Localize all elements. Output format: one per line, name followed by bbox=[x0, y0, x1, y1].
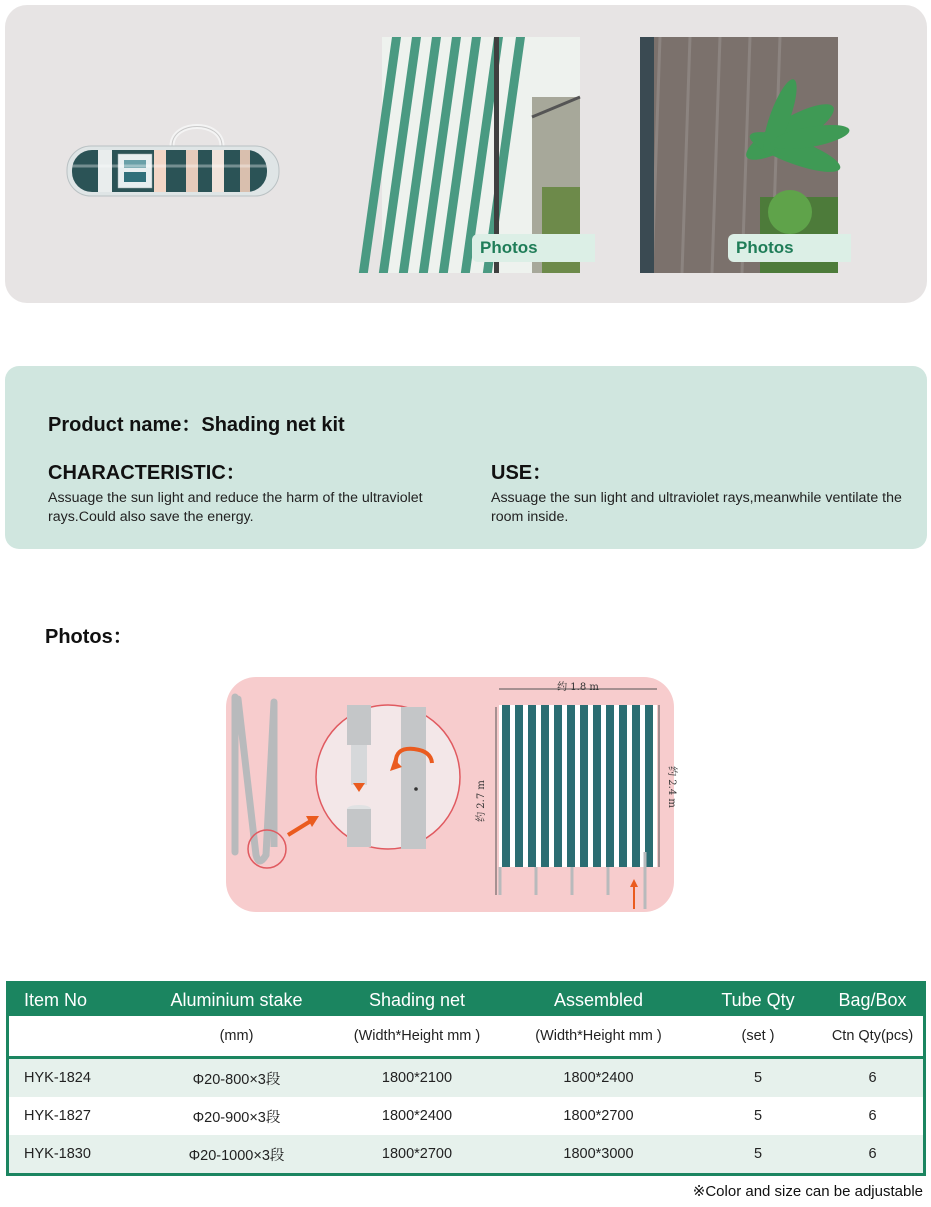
col-shading-net: Shading net bbox=[331, 983, 503, 1017]
photo-gray-net-plant bbox=[640, 37, 838, 273]
table-cell: Φ20-900×3段 bbox=[142, 1097, 331, 1135]
photos-heading: Photos： bbox=[45, 626, 133, 648]
table-cell: 1800*2700 bbox=[503, 1097, 694, 1135]
table-cell: 1800*2400 bbox=[331, 1097, 503, 1135]
table-cell: 6 bbox=[822, 1135, 925, 1175]
width-label: 约 1.8 m bbox=[557, 682, 599, 693]
table-cell: 1800*2700 bbox=[331, 1135, 503, 1175]
col-aluminium-stake: Aluminium stake bbox=[142, 983, 331, 1017]
table-cell: (Width*Height mm ) bbox=[503, 1016, 694, 1058]
col-item-no: Item No bbox=[8, 983, 143, 1017]
table-header-row bbox=[8, 983, 925, 1017]
table-row bbox=[8, 1135, 925, 1175]
table-cell bbox=[8, 1016, 143, 1058]
table-cell: HYK-1824 bbox=[8, 1058, 143, 1098]
characteristic-text: Assuage the sun light and reduce the harm of the ultraviolet rays.Could also save the energy. bbox=[48, 490, 423, 525]
table-cell: 1800*2100 bbox=[331, 1058, 503, 1098]
photo-striped-net-window bbox=[382, 37, 580, 273]
photo-tag: Photos bbox=[472, 234, 595, 262]
right-height-label: 约 2.4 m bbox=[666, 766, 677, 808]
assembly-diagram bbox=[226, 677, 677, 912]
col-bag-box: Bag/Box bbox=[822, 983, 925, 1017]
table-cell: 1800*2400 bbox=[503, 1058, 694, 1098]
table-cell: Φ20-1000×3段 bbox=[142, 1135, 331, 1175]
table-cell: Φ20-800×3段 bbox=[142, 1058, 331, 1098]
table-cell: 5 bbox=[694, 1097, 822, 1135]
table-cell: 6 bbox=[822, 1097, 925, 1135]
zoom-detail bbox=[316, 705, 460, 849]
table-cell: (mm) bbox=[142, 1016, 331, 1058]
table-cell: 5 bbox=[694, 1058, 822, 1098]
use-title: USE： bbox=[491, 462, 553, 484]
table-row bbox=[8, 1097, 925, 1135]
product-bag-image bbox=[62, 118, 287, 203]
product-name: Product name：Shading net kit bbox=[48, 414, 345, 436]
adjustable-note: ※Color and size can be adjustable bbox=[692, 1183, 923, 1200]
table-cell: (Width*Height mm ) bbox=[331, 1016, 503, 1058]
spec-table bbox=[6, 981, 926, 1176]
table-cell: 5 bbox=[694, 1135, 822, 1175]
table-cell: HYK-1830 bbox=[8, 1135, 143, 1175]
table-cell: (set ) bbox=[694, 1016, 822, 1058]
table-cell: HYK-1827 bbox=[8, 1097, 143, 1135]
table-row bbox=[8, 1058, 925, 1098]
left-height-label: 约 2.7 m bbox=[476, 780, 487, 822]
table-cell: Ctn Qty(pcs) bbox=[822, 1016, 925, 1058]
table-cell: 6 bbox=[822, 1058, 925, 1098]
table-cell: 1800*3000 bbox=[503, 1135, 694, 1175]
characteristic-title: CHARACTERISTIC： bbox=[48, 462, 246, 484]
col-assembled: Assembled bbox=[503, 983, 694, 1017]
table-units-row bbox=[8, 1016, 925, 1058]
col-tube-qty: Tube Qty bbox=[694, 983, 822, 1017]
use-text: Assuage the sun light and ultraviolet rays,meanwhile ventilate the room inside. bbox=[491, 490, 902, 525]
photo-tag: Photos bbox=[728, 234, 851, 262]
product-info-panel bbox=[5, 366, 927, 549]
